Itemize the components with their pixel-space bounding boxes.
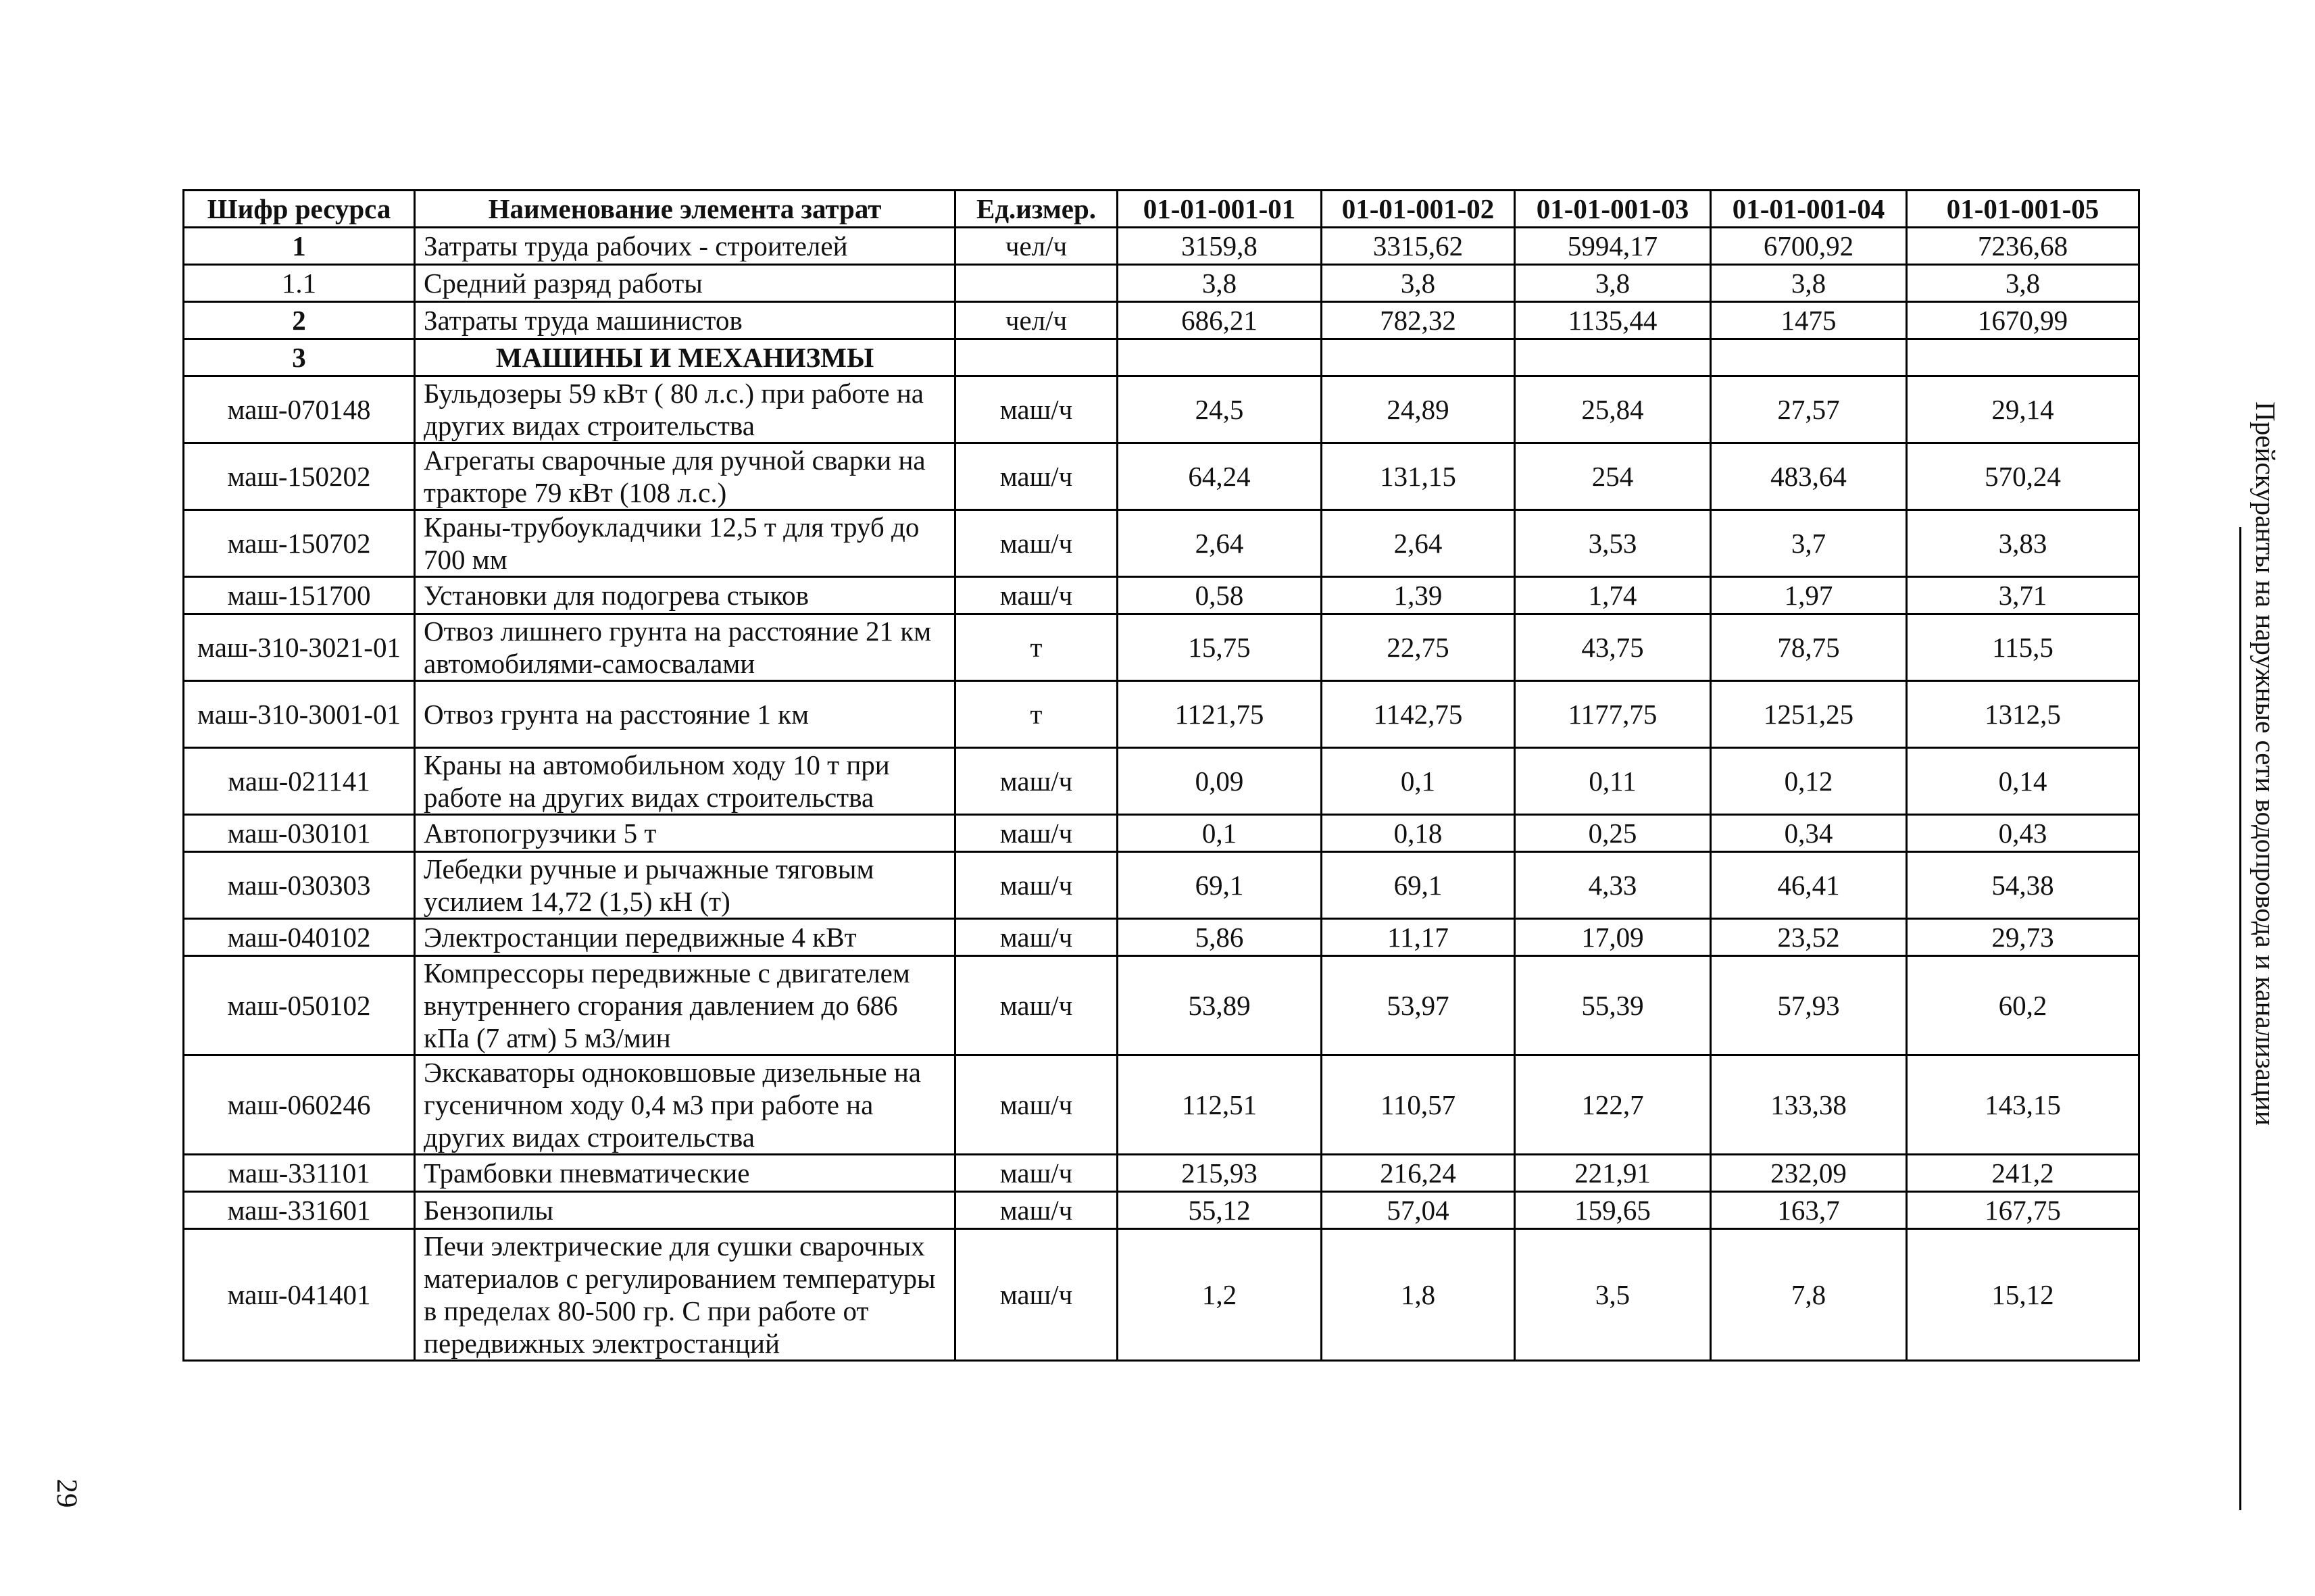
cost-element-name-cell: Электростанции передвижные 4 кВт xyxy=(415,919,955,956)
value-cell: 78,75 xyxy=(1711,614,1907,681)
value-cell: 4,33 xyxy=(1515,852,1711,919)
unit-cell: маш/ч xyxy=(955,577,1118,614)
unit-cell: маш/ч xyxy=(955,748,1118,815)
resource-code-cell: 2 xyxy=(184,302,415,339)
value-cell: 215,93 xyxy=(1118,1155,1322,1192)
value-cell: 5994,17 xyxy=(1515,228,1711,265)
cost-element-name-cell: Лебедки ручные и рычажные тяговым усилием 14,72 (1,5) кН (т) xyxy=(415,852,955,919)
unit-cell xyxy=(955,339,1118,376)
value-cell: 43,75 xyxy=(1515,614,1711,681)
value-cell: 7236,68 xyxy=(1907,228,2139,265)
resource-code-cell: маш-050102 xyxy=(184,956,415,1055)
value-cell: 15,75 xyxy=(1118,614,1322,681)
value-cell: 254 xyxy=(1515,443,1711,510)
value-cell: 1135,44 xyxy=(1515,302,1711,339)
unit-cell: маш/ч xyxy=(955,1192,1118,1229)
value-cell: 1,97 xyxy=(1711,577,1907,614)
unit-cell: маш/ч xyxy=(955,443,1118,510)
resource-code-cell: 1.1 xyxy=(184,265,415,302)
value-cell: 3,8 xyxy=(1907,265,2139,302)
resource-code-cell: маш-310-3021-01 xyxy=(184,614,415,681)
value-cell: 3,71 xyxy=(1907,577,2139,614)
table-row xyxy=(184,265,2139,302)
unit-cell: чел/ч xyxy=(955,302,1118,339)
value-cell: 29,14 xyxy=(1907,376,2139,443)
value-cell: 112,51 xyxy=(1118,1055,1322,1155)
unit-cell: чел/ч xyxy=(955,228,1118,265)
value-cell: 0,43 xyxy=(1907,815,2139,852)
value-cell: 22,75 xyxy=(1322,614,1515,681)
value-cell: 0,1 xyxy=(1118,815,1322,852)
unit-cell: маш/ч xyxy=(955,1055,1118,1155)
value-cell: 115,5 xyxy=(1907,614,2139,681)
value-cell: 3,53 xyxy=(1515,510,1711,577)
value-cell: 133,38 xyxy=(1711,1055,1907,1155)
value-cell: 46,41 xyxy=(1711,852,1907,919)
value-cell: 122,7 xyxy=(1515,1055,1711,1155)
value-cell: 29,73 xyxy=(1907,919,2139,956)
value-cell: 1,2 xyxy=(1118,1229,1322,1361)
unit-cell: т xyxy=(955,614,1118,681)
resource-code-cell: маш-151700 xyxy=(184,577,415,614)
cost-element-name-cell: Средний разряд работы xyxy=(415,265,955,302)
table-row xyxy=(184,852,2139,919)
value-cell: 131,15 xyxy=(1322,443,1515,510)
table-row xyxy=(184,815,2139,852)
value-cell: 163,7 xyxy=(1711,1192,1907,1229)
value-cell: 1,8 xyxy=(1322,1229,1515,1361)
unit-cell: маш/ч xyxy=(955,956,1118,1055)
table-row xyxy=(184,577,2139,614)
table-row xyxy=(184,1055,2139,1155)
value-cell: 60,2 xyxy=(1907,956,2139,1055)
section-title: МАШИНЫ И МЕХАНИЗМЫ xyxy=(415,339,955,376)
cost-element-name-cell: Затраты труда рабочих - строителей xyxy=(415,228,955,265)
value-cell: 64,24 xyxy=(1118,443,1322,510)
cost-element-name-cell: Краны-трубоукладчики 12,5 т для труб до 700 мм xyxy=(415,510,955,577)
value-cell: 3,8 xyxy=(1118,265,1322,302)
unit-cell: маш/ч xyxy=(955,815,1118,852)
cost-elements-table xyxy=(182,189,2140,1362)
value-cell: 1142,75 xyxy=(1322,681,1515,748)
value-cell: 216,24 xyxy=(1322,1155,1515,1192)
value-cell xyxy=(1322,339,1515,376)
value-cell: 0,34 xyxy=(1711,815,1907,852)
value-cell: 2,64 xyxy=(1322,510,1515,577)
unit-cell: маш/ч xyxy=(955,510,1118,577)
value-cell: 782,32 xyxy=(1322,302,1515,339)
resource-code-cell: маш-030101 xyxy=(184,815,415,852)
value-cell: 0,1 xyxy=(1322,748,1515,815)
resource-code-cell: маш-331101 xyxy=(184,1155,415,1192)
header-rate-04: 01-01-001-04 xyxy=(1711,191,1907,228)
value-cell xyxy=(1515,339,1711,376)
value-cell: 1,74 xyxy=(1515,577,1711,614)
cost-element-name-cell: Краны на автомобильном ходу 10 т при работе на других видах строительства xyxy=(415,748,955,815)
header-rate-01: 01-01-001-01 xyxy=(1118,191,1322,228)
value-cell: 15,12 xyxy=(1907,1229,2139,1361)
value-cell xyxy=(1118,339,1322,376)
resource-code-cell: маш-060246 xyxy=(184,1055,415,1155)
resource-code-cell: маш-150702 xyxy=(184,510,415,577)
table-row xyxy=(184,510,2139,577)
unit-cell: маш/ч xyxy=(955,919,1118,956)
value-cell: 3,8 xyxy=(1515,265,1711,302)
value-cell xyxy=(1907,339,2139,376)
value-cell: 686,21 xyxy=(1118,302,1322,339)
value-cell: 3,8 xyxy=(1711,265,1907,302)
value-cell: 110,57 xyxy=(1322,1055,1515,1155)
header-unit: Ед.измер. xyxy=(955,191,1118,228)
value-cell: 55,12 xyxy=(1118,1192,1322,1229)
table-row xyxy=(184,376,2139,443)
value-cell: 55,39 xyxy=(1515,956,1711,1055)
value-cell: 53,89 xyxy=(1118,956,1322,1055)
value-cell: 54,38 xyxy=(1907,852,2139,919)
value-cell: 17,09 xyxy=(1515,919,1711,956)
cost-element-name-cell: Установки для подогрева стыков xyxy=(415,577,955,614)
resource-code-cell: 1 xyxy=(184,228,415,265)
value-cell: 23,52 xyxy=(1711,919,1907,956)
value-cell: 53,97 xyxy=(1322,956,1515,1055)
cost-element-name-cell: Трамбовки пневматические xyxy=(415,1155,955,1192)
value-cell: 7,8 xyxy=(1711,1229,1907,1361)
table-row xyxy=(184,614,2139,681)
value-cell: 0,58 xyxy=(1118,577,1322,614)
value-cell: 27,57 xyxy=(1711,376,1907,443)
page-number: 29 xyxy=(51,1478,82,1508)
resource-code-cell: маш-030303 xyxy=(184,852,415,919)
value-cell: 1121,75 xyxy=(1118,681,1322,748)
section-header-row xyxy=(184,339,2139,376)
resource-code-cell: маш-331601 xyxy=(184,1192,415,1229)
table-row xyxy=(184,748,2139,815)
value-cell: 3,8 xyxy=(1322,265,1515,302)
value-cell: 0,14 xyxy=(1907,748,2139,815)
value-cell: 1,39 xyxy=(1322,577,1515,614)
unit-cell: маш/ч xyxy=(955,376,1118,443)
table-row xyxy=(184,1192,2139,1229)
value-cell: 25,84 xyxy=(1515,376,1711,443)
value-cell: 57,04 xyxy=(1322,1192,1515,1229)
value-cell: 3,5 xyxy=(1515,1229,1711,1361)
cost-element-name-cell: Печи электрические для сушки сварочных материалов с регулированием температуры в пределах 80-500 гр. С при работе от передвижных электростанций xyxy=(415,1229,955,1361)
header-rate-02: 01-01-001-02 xyxy=(1322,191,1515,228)
side-title-rule xyxy=(2239,527,2241,1510)
value-cell: 5,86 xyxy=(1118,919,1322,956)
cost-element-name-cell: Затраты труда машинистов xyxy=(415,302,955,339)
value-cell: 143,15 xyxy=(1907,1055,2139,1155)
value-cell: 159,65 xyxy=(1515,1192,1711,1229)
resource-code-cell: маш-021141 xyxy=(184,748,415,815)
value-cell: 1475 xyxy=(1711,302,1907,339)
value-cell: 3159,8 xyxy=(1118,228,1322,265)
value-cell: 2,64 xyxy=(1118,510,1322,577)
table-row xyxy=(184,956,2139,1055)
table-row xyxy=(184,1229,2139,1361)
resource-code-cell: маш-041401 xyxy=(184,1229,415,1361)
value-cell: 221,91 xyxy=(1515,1155,1711,1192)
value-cell: 0,12 xyxy=(1711,748,1907,815)
value-cell: 11,17 xyxy=(1322,919,1515,956)
cost-element-name-cell: Автопогрузчики 5 т xyxy=(415,815,955,852)
cost-element-name-cell: Агрегаты сварочные для ручной сварки на тракторе 79 кВт (108 л.с.) xyxy=(415,443,955,510)
resource-code-cell: маш-040102 xyxy=(184,919,415,956)
cost-element-name-cell: Отвоз лишнего грунта на расстояние 21 км автомобилями-самосвалами xyxy=(415,614,955,681)
cost-element-name-cell: Отвоз грунта на расстояние 1 км xyxy=(415,681,955,748)
value-cell: 232,09 xyxy=(1711,1155,1907,1192)
value-cell: 570,24 xyxy=(1907,443,2139,510)
unit-cell: маш/ч xyxy=(955,852,1118,919)
table-row xyxy=(184,681,2139,748)
table-row xyxy=(184,1155,2139,1192)
cost-element-name-cell: Экскаваторы одноковшовые дизельные на гусеничном ходу 0,4 м3 при работе на других видах строительства xyxy=(415,1055,955,1155)
value-cell: 1312,5 xyxy=(1907,681,2139,748)
value-cell: 483,64 xyxy=(1711,443,1907,510)
resource-code-cell: маш-310-3001-01 xyxy=(184,681,415,748)
table-row xyxy=(184,443,2139,510)
value-cell: 0,11 xyxy=(1515,748,1711,815)
value-cell: 167,75 xyxy=(1907,1192,2139,1229)
cost-element-name-cell: Бензопилы xyxy=(415,1192,955,1229)
value-cell: 69,1 xyxy=(1322,852,1515,919)
value-cell: 6700,92 xyxy=(1711,228,1907,265)
value-cell: 241,2 xyxy=(1907,1155,2139,1192)
unit-cell: т xyxy=(955,681,1118,748)
value-cell: 57,93 xyxy=(1711,956,1907,1055)
cost-element-name-cell: Бульдозеры 59 кВт ( 80 л.с.) при работе на других видах строительства xyxy=(415,376,955,443)
value-cell: 69,1 xyxy=(1118,852,1322,919)
value-cell: 0,09 xyxy=(1118,748,1322,815)
value-cell: 0,25 xyxy=(1515,815,1711,852)
table-row xyxy=(184,302,2139,339)
table-row xyxy=(184,228,2139,265)
unit-cell xyxy=(955,265,1118,302)
unit-cell: маш/ч xyxy=(955,1155,1118,1192)
value-cell: 1251,25 xyxy=(1711,681,1907,748)
header-cost-element-name: Наименование элемента затрат xyxy=(415,191,955,228)
header-rate-05: 01-01-001-05 xyxy=(1907,191,2139,228)
resource-code-cell: маш-070148 xyxy=(184,376,415,443)
value-cell: 0,18 xyxy=(1322,815,1515,852)
section-code-cell: 3 xyxy=(184,339,415,376)
value-cell: 1177,75 xyxy=(1515,681,1711,748)
side-running-title: Прейскуранты на наружные сети водопровода и канализации xyxy=(2250,401,2281,1126)
resource-code-cell: маш-150202 xyxy=(184,443,415,510)
value-cell: 3,7 xyxy=(1711,510,1907,577)
value-cell: 24,89 xyxy=(1322,376,1515,443)
value-cell: 24,5 xyxy=(1118,376,1322,443)
header-resource-code: Шифр ресурса xyxy=(184,191,415,228)
cost-element-name-cell: Компрессоры передвижные с двигателем внутреннего сгорания давлением до 686 кПа (7 атм) 5 м3/мин xyxy=(415,956,955,1055)
unit-cell: маш/ч xyxy=(955,1229,1118,1361)
value-cell: 1670,99 xyxy=(1907,302,2139,339)
header-rate-03: 01-01-001-03 xyxy=(1515,191,1711,228)
table-header-row xyxy=(184,191,2139,228)
value-cell xyxy=(1711,339,1907,376)
table-row xyxy=(184,919,2139,956)
value-cell: 3,83 xyxy=(1907,510,2139,577)
value-cell: 3315,62 xyxy=(1322,228,1515,265)
